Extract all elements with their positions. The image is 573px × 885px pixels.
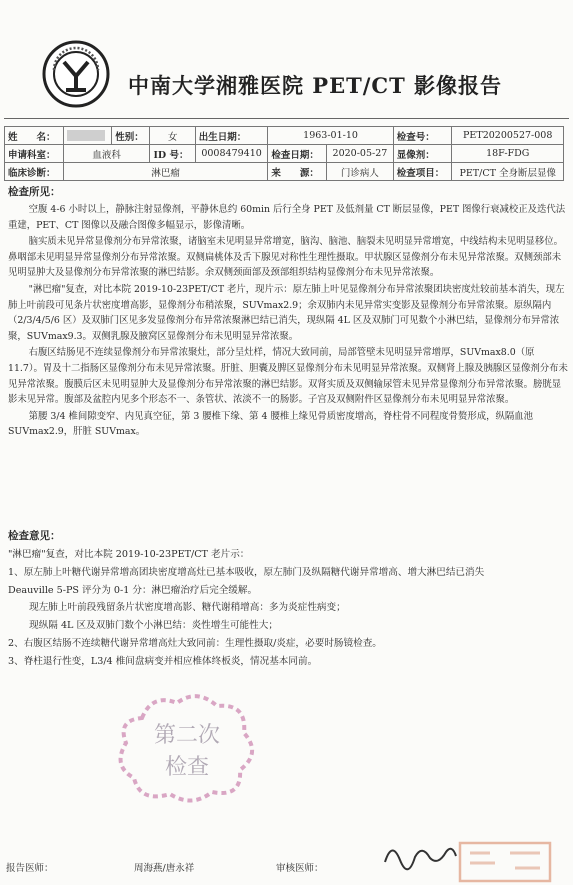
conclusion-heading: 检查意见： — [8, 530, 61, 542]
id-value: 0008479410 — [195, 145, 268, 163]
dept-value: 血液科 — [63, 145, 150, 163]
sex-label: 性别： — [112, 127, 150, 145]
sex-value: 女 — [150, 127, 195, 145]
conclusion-line: 现左肺上叶前段残留条片状密度增高影、糖代谢稍增高：多为炎症性病变； — [29, 602, 346, 614]
birth-label: 出生日期： — [195, 127, 268, 145]
hospital-logo — [42, 40, 110, 108]
birth-value: 1963-01-10 — [268, 127, 393, 145]
findings-paragraph: 第腰 3/4 椎间隙变窄、内见真空征，第 3 腰椎下缘、第 4 腰椎上缘见骨质密度增高，脊柱骨不同程度骨赘形成，纵隔血池 SUVmax2.9，肝脏 SUVmax。 — [8, 410, 533, 438]
item-value: PET/CT 全身断层显像 — [452, 163, 564, 181]
exam-date-label: 检查日期： — [268, 145, 327, 163]
exam-date-value: 2020-05-27 — [327, 145, 394, 163]
modality-value: 18F-FDG — [452, 145, 564, 163]
findings-paragraph: 脑实质未见异常显像剂分布异常浓聚，诸脑室未见明显异常增宽，脑沟、脑池、脑裂未见明显异常增宽，中线结构未见明显移位。鼻咽部未见明显异常显像剂分布异常浓聚。双侧扁桃体及舌下腺见对称性生理性摄取。甲状腺区显像剂分布未见异常浓聚。双侧颈部未见明显肿大及显像剂分布异常浓聚的淋巴结影。余双侧颈面部及颈部组织结构显像剂分布未见异常浓聚。 — [8, 236, 564, 279]
dept-label: 申请科室： — [5, 145, 64, 163]
report-doctor-value: 周海燕/唐永祥 — [134, 863, 195, 874]
review-doctor-label: 审核医师： — [276, 863, 324, 874]
item-label: 检查项目： — [393, 163, 452, 181]
stamp-line2: 检查 — [164, 755, 209, 780]
patient-info-table — [4, 126, 564, 181]
name-label: 姓 名： — [5, 127, 64, 145]
stamp-line1: 第二次 — [153, 723, 220, 748]
id-label: ID 号： — [150, 145, 195, 163]
findings-paragraph: 空腹 4-6 小时以上，静脉注射显像剂，平静休息约 60min 后行全身 PET 及低剂量 CT 断层显像，PET 图像行衰减校正及迭代法重建，PET、CT 图像以及融合图像多幅显示，影像清晰。 — [8, 204, 566, 231]
modality-label: 显像剂： — [393, 145, 452, 163]
source-value: 门诊病人 — [327, 163, 394, 181]
exam-no-label: 检查号： — [393, 127, 452, 145]
conclusion-line: 3、脊柱退行性变，L3/4 椎间盘病变并相应椎体终板炎，情况基本同前。 — [8, 655, 318, 667]
reviewer-signature — [380, 832, 460, 872]
header-divider — [4, 118, 569, 119]
conclusion-line: Deauville 5-PS 评分为 0-1 分：淋巴瘤治疗后完全缓解。 — [8, 584, 258, 596]
report-doctor-label: 报告医师： — [6, 863, 54, 874]
name-value-redacted — [63, 127, 111, 145]
conclusion-line: "淋巴瘤"复查，对比本院 2019-10-23PET/CT 老片示： — [8, 549, 250, 560]
findings-heading: 检查所见： — [8, 186, 61, 198]
conclusion-body — [8, 546, 568, 671]
second-exam-stamp — [112, 688, 262, 806]
report-title: 中南大学湘雅医院 PET/CT 影像报告 — [128, 73, 503, 98]
diagnosis-value: 淋巴瘤 — [63, 163, 268, 181]
source-label: 来 源： — [268, 163, 327, 181]
diagnosis-label: 临床诊断： — [5, 163, 64, 181]
exam-no-value: PET20200527-008 — [452, 127, 564, 145]
findings-paragraph: 右腹区结肠见不连续显像剂分布异常浓聚灶，部分呈灶样，情况大致同前，局部管壁未见明显异常增厚，SUVmax8.0（原 11.7）。胃及十二指肠区显像剂分布未见异常浓聚。肝脏、胆囊及脾区显像剂分布未见明显异常浓聚。双侧肾上腺及胰腺区显像剂分布未见异常浓聚。腹膜后区未见明显肿大及显像剂分布异常浓聚的淋巴结影。双肾实质及双侧输尿管未见异常显像剂分布异常浓聚。膀胱显影未见异常。腹部及盆腔内见多个形态不一、条管状、浓淡不一的肠影。子宫及双侧附件区显像剂分布未见明显异常浓聚。 — [8, 347, 568, 406]
findings-paragraph: "淋巴瘤"复查，对比本院 2019-10-23PET/CT 老片，现片示：原左肺上叶见显像剂分布异常浓聚团块密度灶较前基本消失，现左肺上叶前段可见条片状密度增高影，显像剂分布稍浓聚，SUVmax2.9；余双肺内未见异常实变影及显像剂分布异常浓聚。原纵隔内（2/3/4/5/6 区）及双肺门区见多发显像剂分布异常浓聚淋巴结已消失，现纵隔 4L 区及双肺门可见数个小淋巴结，显像剂分布异常浓聚，SUVmax9.3。双侧乳腺及腋窝区显像剂分布未见明显异常浓聚。 — [8, 283, 565, 342]
conclusion-line: 1、原左肺上叶糖代谢异常增高团块密度增高灶已基本吸收，原左肺门及纵隔糖代谢异常增高、增大淋巴结已消失 — [8, 566, 485, 578]
conclusion-line: 现纵隔 4L 区及双肺门数个小淋巴结：炎性增生可能性大； — [29, 620, 278, 632]
conclusion-line: 2、右腹区结肠不连续糖代谢异常增高灶大致同前：生理性摄取/炎症，必要时肠镜检查。 — [8, 637, 382, 649]
hospital-seal — [455, 838, 555, 883]
findings-body — [8, 202, 568, 441]
